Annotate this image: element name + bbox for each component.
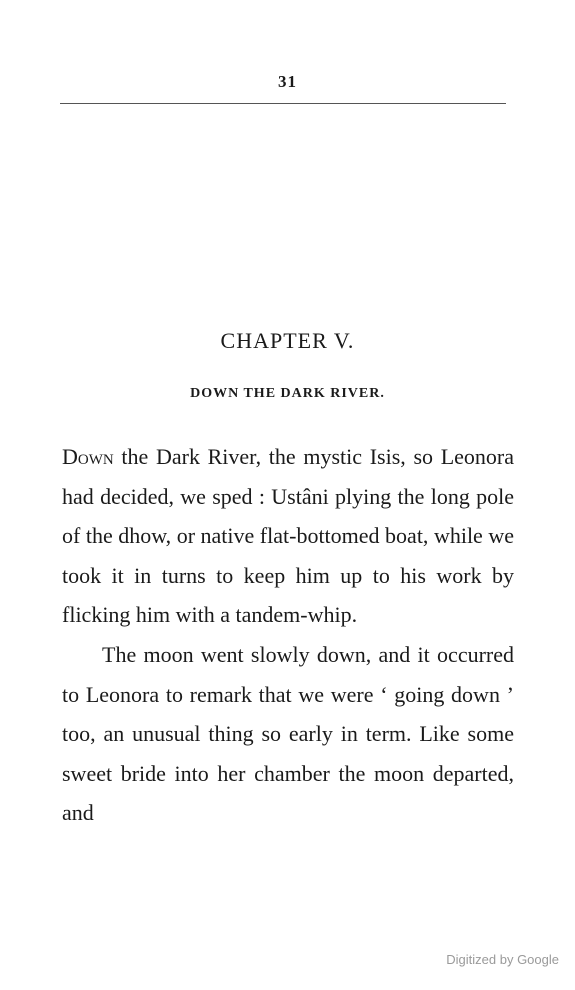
paragraph-2: The moon went slowly down, and it occurred to Leonora to remark that we were ‘ going down ’ too, an unusual thing so early in term. Like some sweet bride into her chamber the moon departed, and	[62, 641, 514, 826]
chapter-subtitle: DOWN THE DARK RIVER.	[190, 386, 385, 401]
chapter-title: CHAPTER V.	[220, 328, 355, 353]
page-number: 31	[278, 72, 297, 91]
paragraph-1-lead: Down	[62, 444, 114, 469]
digitized-watermark: Digitized by Google	[446, 952, 559, 967]
header-rule	[60, 103, 506, 104]
paragraph-1-rest: the Dark River, the mystic Isis, so Leonora had decided, we sped : Ustâni plying the long pole of the dhow, or native flat-bottomed boat, while we took it in turns to keep him up to his work by flicking him with a tandem-whip.	[62, 444, 514, 628]
body-text	[62, 437, 514, 833]
paragraph-1	[62, 437, 514, 635]
